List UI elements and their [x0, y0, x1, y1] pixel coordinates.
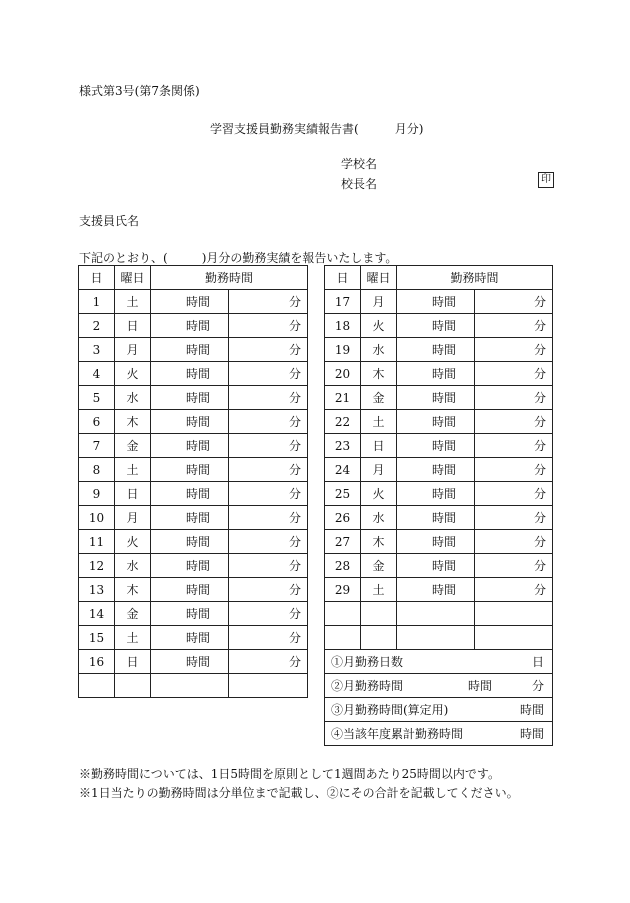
weekday-cell: 金: [361, 386, 397, 410]
title-suffix: 月分): [394, 122, 424, 136]
day-cell: 9: [79, 482, 115, 506]
day-cell: 4: [79, 362, 115, 386]
table-row: [325, 434, 553, 458]
day-cell: 11: [79, 530, 115, 554]
header-work-time: 勤務時間: [397, 266, 553, 290]
table-row: [325, 338, 553, 362]
empty-row: [325, 602, 553, 626]
principal-name-label: 校長名: [341, 177, 378, 191]
day-cell: 26: [325, 506, 361, 530]
right-attendance-table: [324, 265, 553, 746]
weekday-cell: 水: [115, 554, 151, 578]
days-label: ①月勤務日数: [331, 654, 404, 669]
header-weekday: 曜日: [115, 266, 151, 290]
empty-cell[interactable]: [361, 602, 397, 626]
minutes-cell[interactable]: 分: [229, 530, 308, 554]
minutes-cell[interactable]: 分: [475, 410, 553, 434]
hours-cell[interactable]: 時間: [397, 530, 475, 554]
table-row: [79, 554, 308, 578]
empty-cell[interactable]: [151, 674, 229, 698]
hours-cell[interactable]: 時間: [397, 362, 475, 386]
empty-cell[interactable]: [325, 602, 361, 626]
note-1: ※勤務時間については、1日5時間を原則として1週間あたり25時間以内です。: [79, 767, 500, 781]
weekday-cell: 日: [115, 650, 151, 674]
day-cell: 14: [79, 602, 115, 626]
minutes-cell[interactable]: 分: [229, 482, 308, 506]
weekday-cell: 水: [361, 338, 397, 362]
left-attendance-table: [78, 265, 308, 698]
hours-cell[interactable]: 時間: [397, 554, 475, 578]
day-cell: 2: [79, 314, 115, 338]
weekday-cell: 木: [361, 362, 397, 386]
weekday-cell: 日: [361, 434, 397, 458]
summary-calc-row: [325, 698, 553, 722]
day-cell: 3: [79, 338, 115, 362]
table-row: [79, 290, 308, 314]
minutes-cell[interactable]: 分: [475, 530, 553, 554]
weekday-cell: 火: [115, 362, 151, 386]
minutes-cell[interactable]: 分: [229, 554, 308, 578]
day-cell: 7: [79, 434, 115, 458]
minutes-cell[interactable]: 分: [229, 458, 308, 482]
day-cell: 15: [79, 626, 115, 650]
intro-prefix: 下記のとおり、(: [79, 251, 168, 265]
summary-days-row-cell[interactable]: [325, 650, 553, 674]
table-row: [325, 386, 553, 410]
minutes-cell[interactable]: 分: [229, 434, 308, 458]
hours-cell[interactable]: 時間: [397, 386, 475, 410]
weekday-cell: 土: [115, 290, 151, 314]
hours-cell[interactable]: 時間: [151, 386, 229, 410]
day-cell: 12: [79, 554, 115, 578]
summary-cumulative-row-cell[interactable]: [325, 722, 553, 746]
empty-cell[interactable]: [397, 602, 475, 626]
hours-cell[interactable]: 時間: [151, 410, 229, 434]
table-row: [79, 314, 308, 338]
weekday-cell: 金: [115, 602, 151, 626]
right-header-row: [325, 266, 553, 290]
table-row: [325, 554, 553, 578]
weekday-cell: 土: [115, 458, 151, 482]
table-row: [79, 650, 308, 674]
minutes-cell[interactable]: 分: [475, 578, 553, 602]
minutes-cell[interactable]: 分: [229, 314, 308, 338]
table-row: [325, 578, 553, 602]
hours-cell[interactable]: 時間: [151, 482, 229, 506]
hours-cell[interactable]: 時間: [151, 290, 229, 314]
days-unit: 日: [532, 654, 545, 669]
weekday-cell: 木: [115, 410, 151, 434]
weekday-cell: 木: [361, 530, 397, 554]
table-row: [325, 410, 553, 434]
hours-cell[interactable]: 時間: [151, 314, 229, 338]
table-row: [79, 602, 308, 626]
staff-name-label: 支援員氏名: [79, 214, 140, 228]
left-header-row: [79, 266, 308, 290]
empty-cell[interactable]: [475, 602, 553, 626]
hours-cell[interactable]: 時間: [397, 458, 475, 482]
day-cell: 13: [79, 578, 115, 602]
day-cell: 22: [325, 410, 361, 434]
minutes-cell[interactable]: 分: [475, 506, 553, 530]
minutes-cell[interactable]: 分: [475, 338, 553, 362]
minutes-cell[interactable]: 分: [475, 458, 553, 482]
table-row: [79, 362, 308, 386]
calc-label: ③月勤務時間(算定用): [331, 702, 449, 717]
empty-row: [79, 674, 308, 698]
weekday-cell: 月: [361, 290, 397, 314]
day-cell: 5: [79, 386, 115, 410]
minutes-cell[interactable]: 分: [229, 362, 308, 386]
summary-calc-row-cell[interactable]: [325, 698, 553, 722]
day-cell: 21: [325, 386, 361, 410]
minutes-cell[interactable]: 分: [475, 386, 553, 410]
hours-cell[interactable]: 時間: [397, 314, 475, 338]
empty-cell[interactable]: [475, 626, 553, 650]
form-number: 様式第3号(第7条関係): [79, 84, 200, 98]
weekday-cell: 月: [361, 458, 397, 482]
minutes-cell[interactable]: 分: [229, 338, 308, 362]
day-cell: 8: [79, 458, 115, 482]
weekday-cell: 火: [115, 530, 151, 554]
summary-hours-row-cell[interactable]: [325, 674, 553, 698]
intro-text: [79, 249, 397, 266]
weekday-cell: 月: [115, 506, 151, 530]
minutes-cell[interactable]: 分: [229, 506, 308, 530]
day-cell: 16: [79, 650, 115, 674]
day-cell: 28: [325, 554, 361, 578]
minutes-cell[interactable]: 分: [229, 650, 308, 674]
table-row: [79, 578, 308, 602]
header-work-time: 勤務時間: [151, 266, 308, 290]
title-prefix: 学習支援員勤務実績報告書(: [210, 122, 359, 136]
weekday-cell: 金: [361, 554, 397, 578]
minutes-cell[interactable]: 分: [229, 290, 308, 314]
minutes-unit: 分: [532, 678, 545, 693]
table-row: [79, 530, 308, 554]
hours-cell[interactable]: 時間: [151, 338, 229, 362]
hours-cell[interactable]: 時間: [151, 626, 229, 650]
minutes-cell[interactable]: 分: [475, 314, 553, 338]
hours-label: ②月勤務時間: [331, 678, 404, 693]
cumulative-label: ④当該年度累計勤務時間: [331, 726, 464, 741]
minutes-cell[interactable]: 分: [229, 410, 308, 434]
table-row: [325, 314, 553, 338]
document-title: [210, 120, 423, 137]
empty-row: [325, 626, 553, 650]
day-cell: 18: [325, 314, 361, 338]
table-row: [79, 410, 308, 434]
empty-cell[interactable]: [325, 626, 361, 650]
cumulative-unit: 時間: [520, 726, 545, 741]
empty-cell[interactable]: [79, 674, 115, 698]
table-row: [325, 530, 553, 554]
hours-cell[interactable]: 時間: [151, 506, 229, 530]
header-day: 日: [79, 266, 115, 290]
hours-cell[interactable]: 時間: [397, 434, 475, 458]
hours-cell[interactable]: 時間: [397, 410, 475, 434]
minutes-cell[interactable]: 分: [229, 578, 308, 602]
day-cell: 1: [79, 290, 115, 314]
day-cell: 19: [325, 338, 361, 362]
day-cell: 23: [325, 434, 361, 458]
day-cell: 6: [79, 410, 115, 434]
seal-mark: 印: [538, 172, 554, 188]
empty-cell[interactable]: [229, 674, 308, 698]
day-cell: 20: [325, 362, 361, 386]
hours-cell[interactable]: 時間: [151, 650, 229, 674]
empty-cell[interactable]: [115, 674, 151, 698]
hours-cell[interactable]: 時間: [151, 530, 229, 554]
hours-cell[interactable]: 時間: [151, 578, 229, 602]
table-row: [79, 338, 308, 362]
table-row: [325, 362, 553, 386]
header-weekday: 曜日: [361, 266, 397, 290]
hours-cell[interactable]: 時間: [397, 482, 475, 506]
table-row: [79, 386, 308, 410]
minutes-cell[interactable]: 分: [475, 362, 553, 386]
weekday-cell: 木: [115, 578, 151, 602]
school-name-label: 学校名: [341, 157, 378, 171]
summary-cumulative-row: [325, 722, 553, 746]
table-row: [79, 626, 308, 650]
minutes-cell[interactable]: 分: [229, 626, 308, 650]
hours-cell[interactable]: 時間: [151, 458, 229, 482]
hours-cell[interactable]: 時間: [397, 338, 475, 362]
minutes-cell[interactable]: 分: [475, 290, 553, 314]
weekday-cell: 日: [115, 314, 151, 338]
hours-cell[interactable]: 時間: [151, 602, 229, 626]
table-row: [325, 506, 553, 530]
calc-unit: 時間: [520, 702, 545, 717]
hours-cell[interactable]: 時間: [397, 290, 475, 314]
weekday-cell: 日: [115, 482, 151, 506]
day-cell: 27: [325, 530, 361, 554]
hours-cell[interactable]: 時間: [151, 554, 229, 578]
weekday-cell: 土: [115, 626, 151, 650]
table-row: [79, 482, 308, 506]
note-2: ※1日当たりの勤務時間は分単位まで記載し、②にその合計を記載してください。: [79, 786, 519, 800]
day-cell: 10: [79, 506, 115, 530]
weekday-cell: 火: [361, 482, 397, 506]
weekday-cell: 水: [115, 386, 151, 410]
minutes-cell[interactable]: 分: [475, 434, 553, 458]
summary-days-row: [325, 650, 553, 674]
intro-suffix: )月分の勤務実績を報告いたします。: [201, 251, 398, 265]
table-row: [79, 434, 308, 458]
empty-cell[interactable]: [361, 626, 397, 650]
empty-cell[interactable]: [397, 626, 475, 650]
summary-hours-row: [325, 674, 553, 698]
minutes-cell[interactable]: 分: [229, 386, 308, 410]
weekday-cell: 火: [361, 314, 397, 338]
minutes-cell[interactable]: 分: [475, 482, 553, 506]
day-cell: 17: [325, 290, 361, 314]
hours-cell[interactable]: 時間: [151, 362, 229, 386]
hours-unit: 時間: [467, 678, 492, 693]
weekday-cell: 月: [115, 338, 151, 362]
minutes-cell[interactable]: 分: [475, 554, 553, 578]
day-cell: 29: [325, 578, 361, 602]
day-cell: 24: [325, 458, 361, 482]
weekday-cell: 土: [361, 578, 397, 602]
table-row: [325, 458, 553, 482]
table-row: [79, 506, 308, 530]
minutes-cell[interactable]: 分: [229, 602, 308, 626]
day-cell: 25: [325, 482, 361, 506]
weekday-cell: 水: [361, 506, 397, 530]
header-day: 日: [325, 266, 361, 290]
weekday-cell: 金: [115, 434, 151, 458]
hours-cell[interactable]: 時間: [151, 434, 229, 458]
table-row: [325, 482, 553, 506]
weekday-cell: 土: [361, 410, 397, 434]
table-row: [79, 458, 308, 482]
hours-cell[interactable]: 時間: [397, 578, 475, 602]
table-row: [325, 290, 553, 314]
hours-cell[interactable]: 時間: [397, 506, 475, 530]
